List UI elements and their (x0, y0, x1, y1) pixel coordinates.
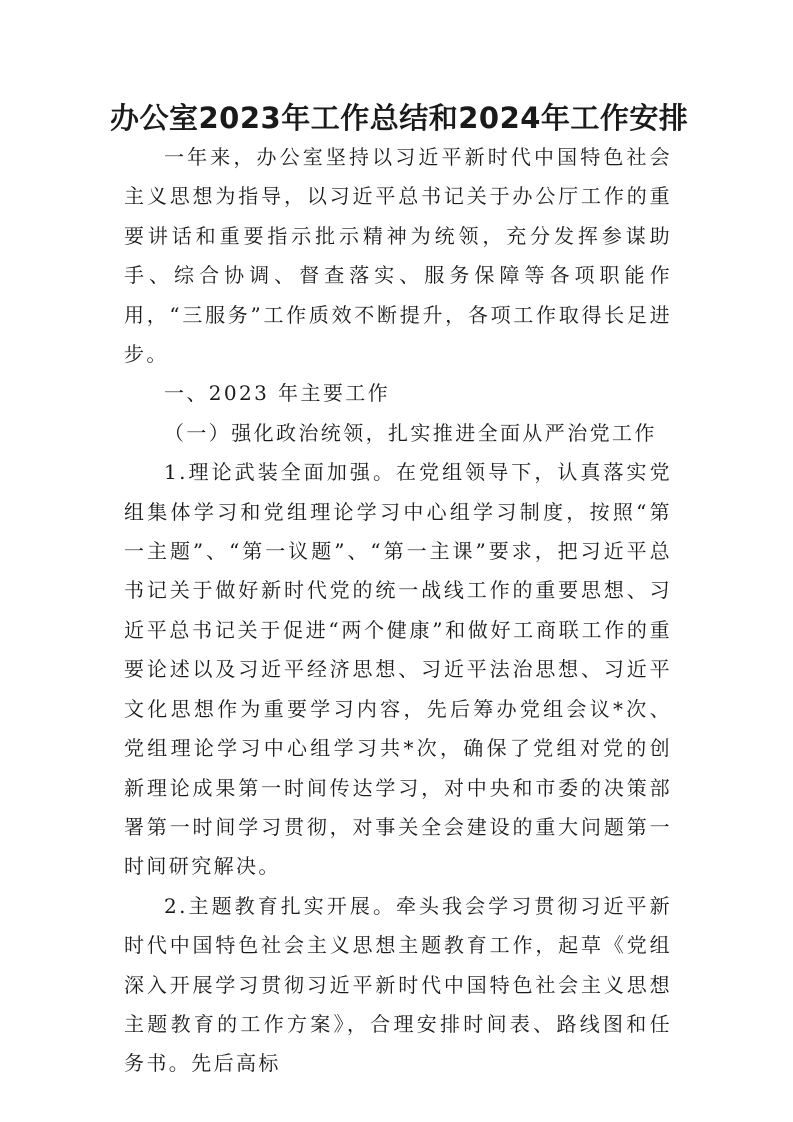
paragraph-item-1: 1.理论武装全面加强。在党组领导下，认真落实党组集体学习和党组理论学习中心组学习制度，按照“第一主题”、“第一议题”、“第一主课”要求，把习近平总书记关于做好新时代党的统一战线工作的重要思想、习近平总书记关于促进“两个健康”和做好工商联工作的重要论述以及习近平经济思想、习近平法治思想、习近平文化思想作为重要学习内容，先后筹办党组会议*次、党组理论学习中心组学习共*次，确保了党组对党的创新理论成果第一时间传达学习，对中央和市委的决策部署第一时间学习贯彻，对事关全会建设的重大问题第一时间研究解决。 (124, 460, 672, 879)
intro-paragraph: 一年来，办公室坚持以习近平新时代中国特色社会主义思想为指导，以习近平总书记关于办公厅工作的重要讲话和重要指示批示精神为统领，充分发挥参谋助手、综合协调、督查落实、服务保障等各项职能作用，“三服务”工作质效不断提升，各项工作取得长足进步。 (124, 145, 672, 367)
section-heading: 一、2023 年主要工作 (164, 381, 391, 406)
paragraph-item-2: 2.主题教育扎实开展。牵头我会学习贯彻习近平新时代中国特色社会主义思想主题教育工作，起草《党组深入开展学习贯彻习近平新时代中国特色社会主义思想主题教育的工作方案》，合理安排时间表、路线图和任务书。先后高标 (124, 893, 672, 1076)
document-title: 办公室2023年工作总结和2024年工作安排 (110, 101, 689, 135)
document-body (124, 138, 672, 1084)
subsection-heading: （一）强化政治统领，扎实推进全面从严治党工作 (164, 420, 657, 445)
